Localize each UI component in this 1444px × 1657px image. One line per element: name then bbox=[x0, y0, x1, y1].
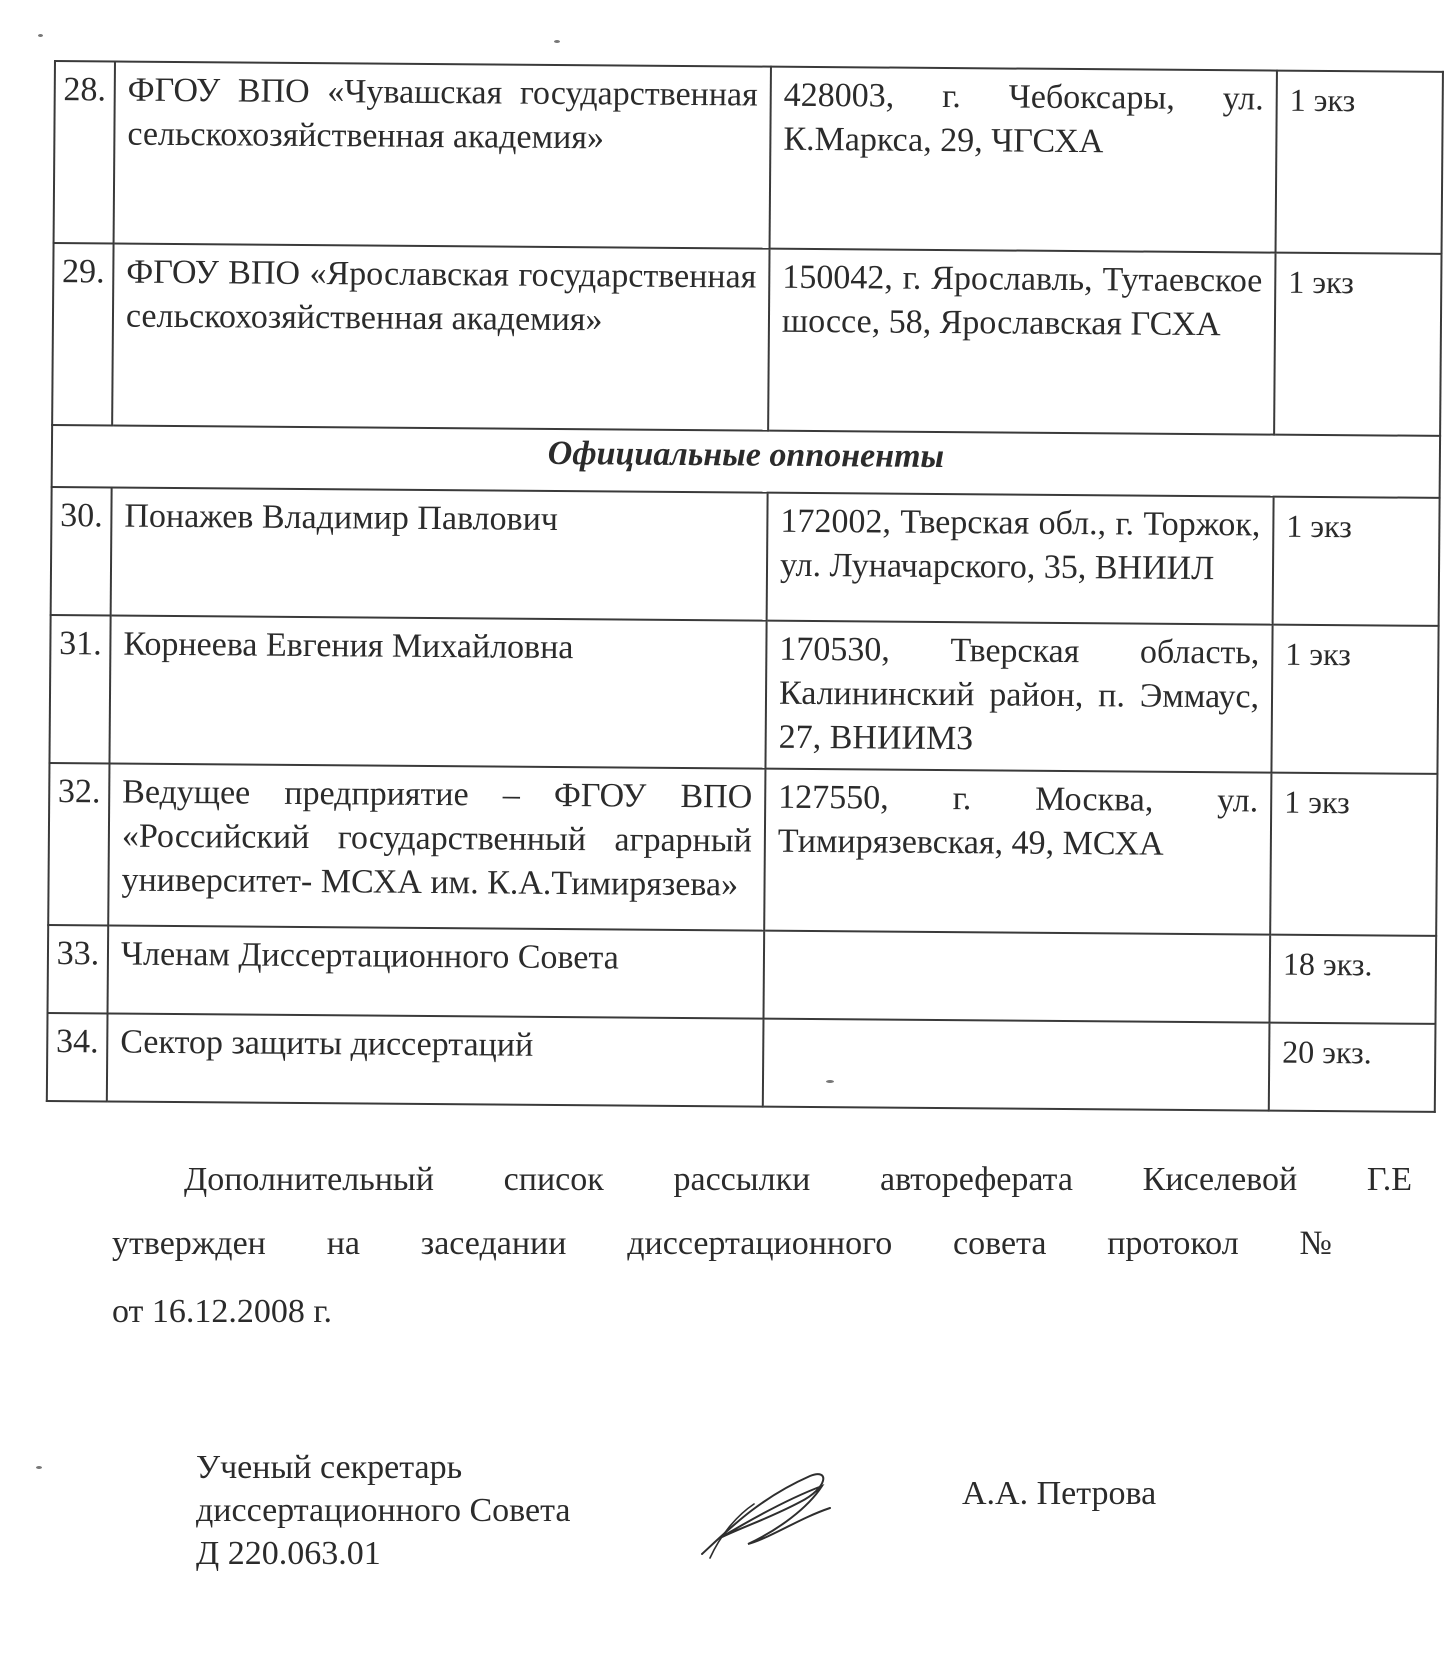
paragraph-word: Г.Е bbox=[1366, 1161, 1412, 1198]
table-row bbox=[47, 1013, 1436, 1112]
recipient-name: Корнеева Евгения Михайловна bbox=[109, 615, 766, 768]
scan-speck bbox=[826, 1080, 834, 1083]
paragraph-word: протокол bbox=[1107, 1225, 1239, 1262]
row-number: 30. bbox=[51, 487, 112, 615]
signatory-title-line: Д 220.063.01 bbox=[196, 1535, 381, 1572]
scan-speck bbox=[554, 40, 560, 43]
copies-count: 1 экз bbox=[1270, 773, 1437, 936]
paragraph-word: совета bbox=[953, 1225, 1047, 1262]
section-title: Официальные оппоненты bbox=[52, 425, 1440, 498]
copies-count: 1 экз bbox=[1271, 625, 1438, 774]
handwritten-signature bbox=[690, 1458, 840, 1568]
copies-count: 1 экз bbox=[1273, 497, 1440, 626]
table-row bbox=[52, 243, 1441, 436]
recipient-address: 127550, г. Москва, ул. Тимирязевская, 49, МСХА bbox=[764, 769, 1271, 935]
copies-count: 18 экз. bbox=[1269, 935, 1436, 1024]
paragraph-line-2 bbox=[112, 1222, 1412, 1266]
paragraph-word: диссертационного bbox=[627, 1225, 893, 1262]
section-header-row bbox=[52, 425, 1440, 498]
paragraph-word: Киселевой bbox=[1142, 1161, 1298, 1198]
recipient-address: 428003, г. Чебоксары, ул. К.Маркса, 29, ЧГСХА bbox=[770, 67, 1277, 253]
paragraph-word: заседании bbox=[420, 1225, 567, 1262]
recipient-name: Сектор защиты диссертаций bbox=[107, 1013, 764, 1106]
signatory-title-line: Ученый секретарь bbox=[196, 1449, 463, 1486]
table-row bbox=[49, 615, 1438, 774]
recipient-name: ФГОУ ВПО «Чувашская государственная сельскохозяйственная академия» bbox=[114, 61, 771, 248]
row-number: 31. bbox=[49, 615, 110, 763]
paragraph-word: автореферата bbox=[880, 1161, 1073, 1198]
recipient-address: 170530, Тверская область, Калининский район, п. Эммаус, 27, ВНИИМЗ bbox=[765, 621, 1272, 773]
signatory-name: А.А. Петрова bbox=[962, 1475, 1157, 1512]
recipient-name: Ведущее предприятие – ФГОУ ВПО «Российский государственный аграрный университет- МСХА им. К.А.Тимирязева» bbox=[108, 763, 765, 930]
recipient-name: Понажев Владимир Павлович bbox=[111, 487, 768, 620]
recipient-name: Членам Диссертационного Совета bbox=[108, 925, 765, 1018]
copies-count: 20 экз. bbox=[1269, 1023, 1436, 1112]
row-number: 29. bbox=[52, 243, 113, 425]
paragraph-word: рассылки bbox=[673, 1161, 811, 1198]
recipient-address bbox=[763, 1019, 1270, 1111]
paragraph-word: № bbox=[1299, 1225, 1332, 1262]
signatory-title bbox=[196, 1446, 570, 1575]
row-number: 32. bbox=[48, 763, 109, 925]
signatory-title-line: диссертационного Совета bbox=[196, 1492, 571, 1529]
recipient-address bbox=[763, 931, 1270, 1023]
recipient-address: 172002, Тверская обл., г. Торжок, ул. Луначарского, 35, ВНИИЛ bbox=[767, 493, 1274, 625]
recipient-name: ФГОУ ВПО «Ярославская государственная сельскохозяйственная академия» bbox=[112, 243, 769, 430]
row-number: 28. bbox=[54, 61, 115, 243]
scan-speck bbox=[38, 34, 43, 37]
paragraph-word: Дополнительный bbox=[184, 1161, 434, 1198]
table-row bbox=[51, 487, 1440, 626]
copies-count: 1 экз bbox=[1274, 253, 1441, 436]
paragraph-word: список bbox=[503, 1161, 604, 1198]
scan-speck bbox=[36, 1466, 42, 1469]
row-number: 33. bbox=[48, 925, 109, 1013]
paragraph-word: утвержден bbox=[112, 1225, 266, 1262]
paragraph-line-1 bbox=[112, 1158, 1412, 1202]
copies-count: 1 экз bbox=[1276, 71, 1443, 254]
table-row bbox=[48, 763, 1437, 936]
table-row bbox=[54, 61, 1443, 254]
table-row bbox=[48, 925, 1437, 1024]
row-number: 34. bbox=[47, 1013, 108, 1101]
paragraph-date-line: от 16.12.2008 г. bbox=[112, 1293, 333, 1330]
distribution-table bbox=[46, 60, 1444, 1113]
paragraph-word: на bbox=[326, 1225, 360, 1262]
recipient-address: 150042, г. Ярославль, Тутаевское шоссе, 58, Ярославская ГСХА bbox=[768, 249, 1275, 435]
